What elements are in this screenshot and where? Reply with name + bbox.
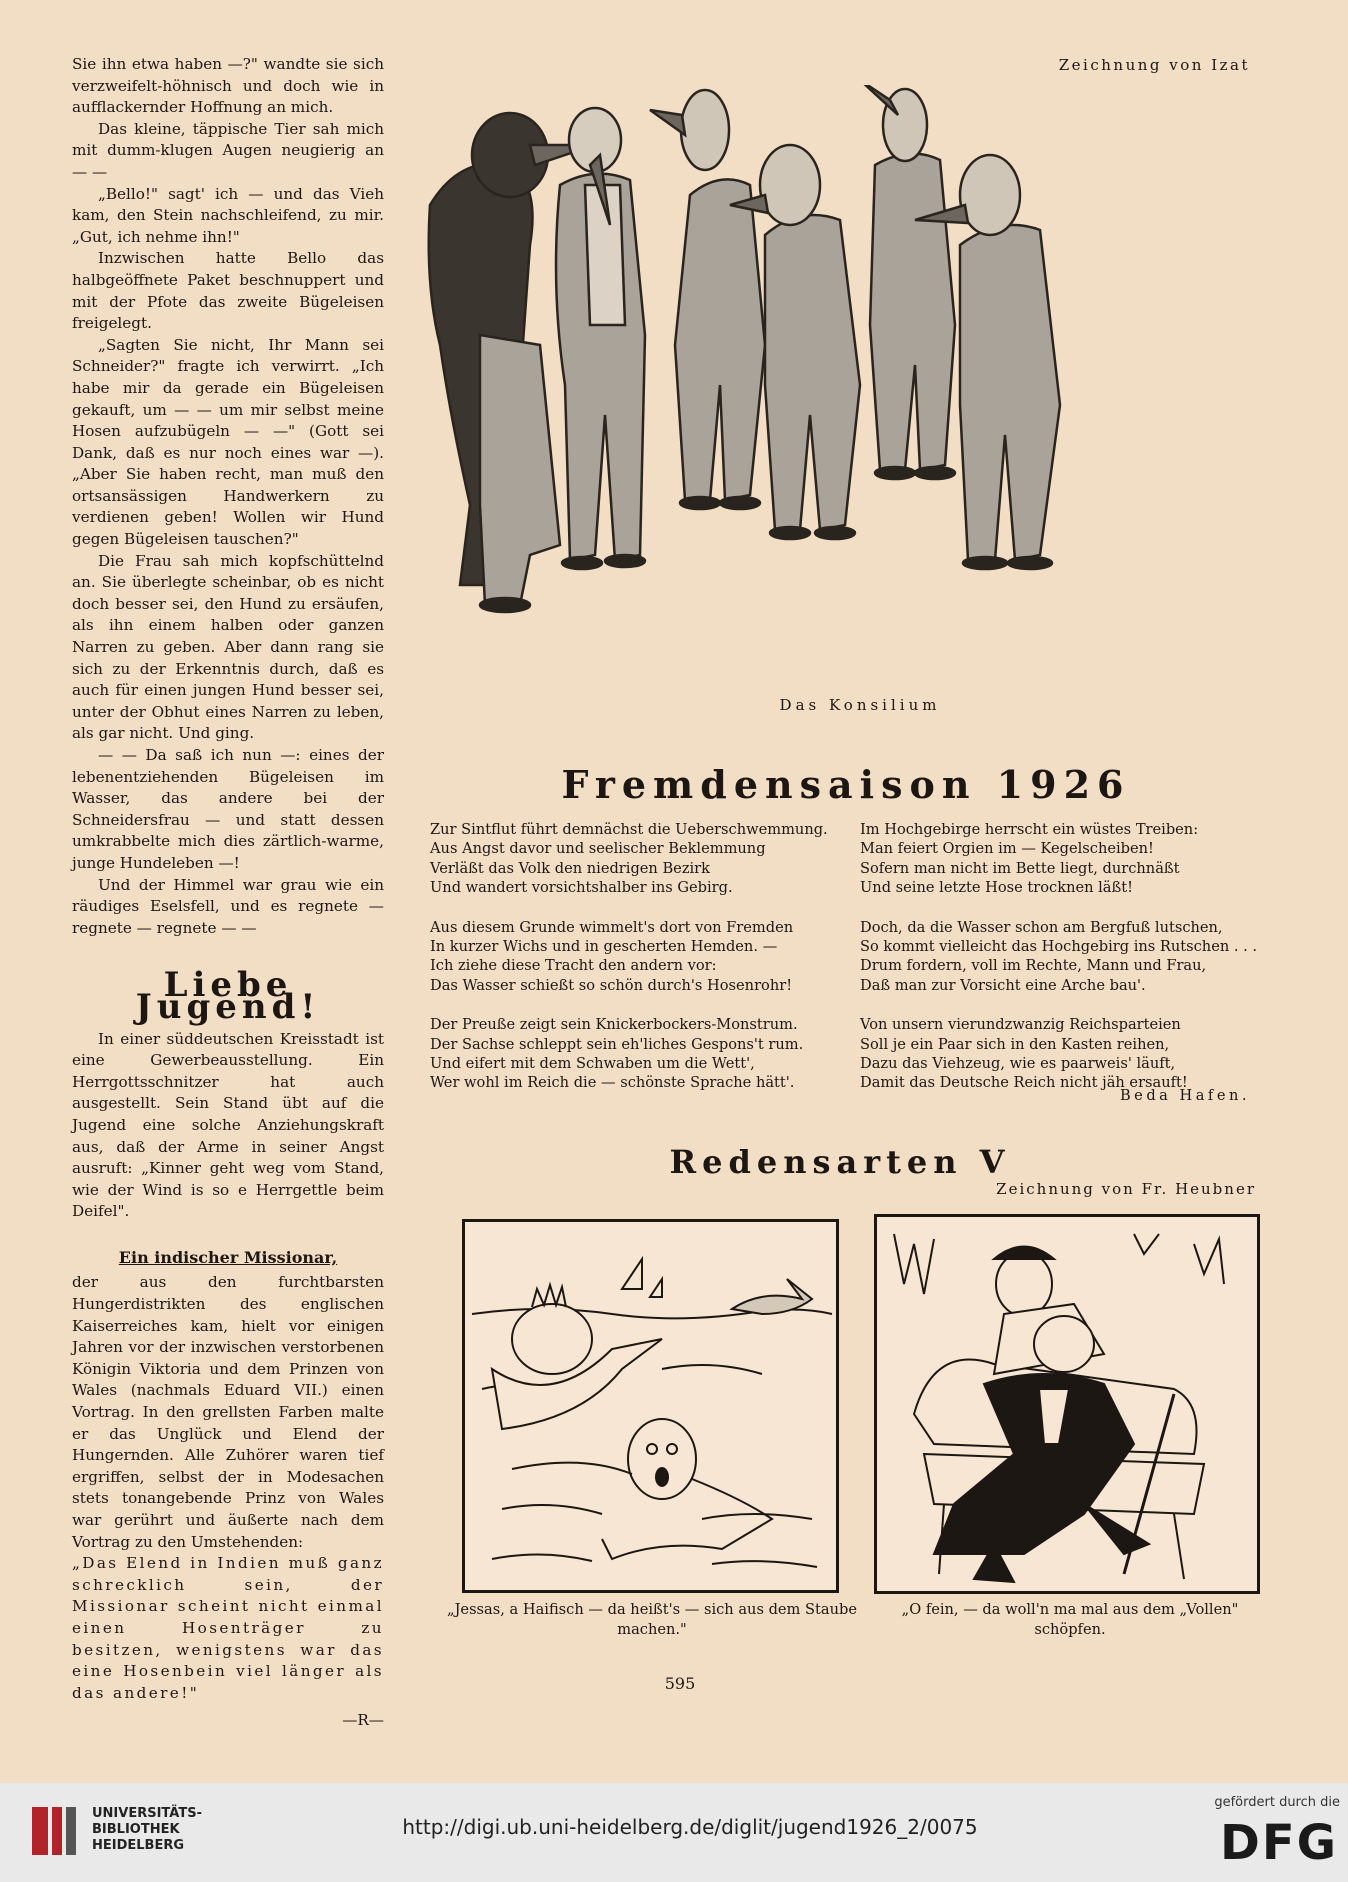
- poem-line: Ich ziehe diese Tracht den andern vor:: [430, 957, 717, 975]
- story-paragraph: „Bello!" sagt' ich — und das Vieh kam, den Stein nachschleifend, zu mir. „Gut, ich nehme ihn!": [72, 184, 384, 246]
- poem-line: Verläßt das Volk den niedrigen Bezirk: [430, 859, 710, 877]
- university-logo-icon[interactable]: [26, 1801, 82, 1861]
- funded-by-text: gefördert durch die: [1214, 1795, 1340, 1810]
- poem-line: Zur Sintflut führt demnächst die Ueberschwemmung.: [430, 821, 828, 838]
- story-paragraph: — — Da saß ich nun —: eines der lebenentziehenden Bügeleisen im Wasser, das andere bei der Schneidersfrau — und statt dessen umkrabbelte mich dies zärtlich-warme, junge Hundeleben —!: [72, 746, 384, 872]
- poem-signature: Beda Hafen.: [1119, 1087, 1250, 1104]
- story-paragraph: Die Frau sah mich kopfschüttelnd an. Sie überlegte scheinbar, ob es nicht doch besser sei, den Hund zu ersäufen, als ihn einem halben oder ganzen Narren zu geben. Aber dann rang sie sich zu der Erkenntnis durch, daß es auch für einen jungen Hund besser sei, unter der Obhut eines Narren zu leben, als gar nicht. Und ging.: [72, 551, 384, 743]
- liebe-jugend-text: In einer süddeutschen Kreisstadt ist eine Gewerbeausstellung. Ein Herrgottsschnitzer hat auch ausgestellt. Sein Stand übt auf die Jugend eine solche Anziehungskraft aus, daß der Arme in seiner Angst ausruft: „Kinner geht weg vom Stand, wie der Wind is so e Herrgettle beim Deifel".: [72, 1029, 384, 1221]
- poem-line: Und wandert vorsichtshalber ins Gebirg.: [430, 879, 733, 897]
- poem-right-column: [860, 820, 1260, 1113]
- footer-bar: [0, 1783, 1348, 1882]
- university-logo-text[interactable]: [92, 1806, 202, 1854]
- poem-line: Im Hochgebirge herrscht ein wüstes Treiben:: [860, 821, 1199, 838]
- poem-left-column: [430, 820, 850, 1113]
- logo-line: UNIVERSITÄTS-: [92, 1806, 202, 1821]
- poem-stanza: [860, 1015, 1260, 1093]
- bird-figure-2: [556, 108, 645, 569]
- poem-line: Und eifert mit dem Schwaben um die Wett',: [430, 1055, 755, 1073]
- missionar-signature: —R—: [342, 1711, 384, 1730]
- poem-line: Von unsern vierundzwanzig Reichsparteien: [860, 1016, 1181, 1034]
- poem-line: Doch, da die Wasser schon am Bergfuß lutschen,: [860, 918, 1223, 936]
- konsilium-illustration: [420, 85, 1260, 670]
- poem-line: Damit das Deutsche Reich nicht jäh ersauft!: [860, 1074, 1188, 1092]
- dfg-logo[interactable]: DFG: [1219, 1815, 1338, 1871]
- missionar-heading: Ein indischer Missionar,: [118, 1247, 338, 1267]
- liebe-jugend-heading: Liebe Jugend!: [135, 965, 321, 1027]
- illustration-caption: Das Konsilium: [779, 696, 941, 714]
- left-text-column: [72, 54, 384, 1732]
- cartoon-caption-left: „Jessas, a Haifisch — da heißt's — sich aus dem Staube machen.": [447, 1601, 857, 1638]
- poem-stanza: [430, 820, 850, 898]
- story-paragraph: Und der Himmel war grau wie ein räudiges Eselsfell, und es regnete — regnete — regnete — —: [72, 875, 384, 937]
- poem-line: Aus Angst davor und seelischer Beklemmung: [430, 840, 766, 858]
- story-paragraph: Inzwischen hatte Bello das halbgeöffnete Paket beschnuppert und mit der Pfote das zweite Bügeleisen freigelegt.: [72, 249, 384, 333]
- poem-line: Drum fordern, voll im Rechte, Mann und Frau,: [860, 957, 1207, 975]
- poem-line: Und seine letzte Hose trocknen läßt!: [860, 879, 1133, 897]
- story-paragraph: „Sagten Sie nicht, Ihr Mann sei Schneider?" fragte ich verwirrt. „Ich habe mir da gerade ein Bügeleisen gekauft, um — — um mir selbst meine Hosen aufzubügeln — —" (Gott sei Dank, daß es nur noch eines war —). „Aber Sie haben recht, man muß den ortsansässigen Handwerkern zu verdienen geben! Wollen wir Hund gegen Bügeleisen tauschen?": [72, 335, 384, 549]
- poem-line: So kommt vielleicht das Hochgebirg ins Rutschen . . .: [860, 938, 1258, 956]
- poem-line: Der Preuße zeigt sein Knickerbockers-Monstrum.: [430, 1016, 798, 1034]
- poem-line: Dazu das Viehzeug, wie es paarweis' läuft,: [860, 1055, 1176, 1073]
- bird-figure-5: [860, 85, 955, 479]
- poem-title: Fremdensaison 1926: [561, 762, 1131, 807]
- poem-stanza: [860, 918, 1260, 996]
- redensarten-credit: Zeichnung von Fr. Heubner: [996, 1180, 1256, 1198]
- shark-cartoon: [462, 1219, 839, 1593]
- missionar-text: der aus den furchtbarsten Hungerdistrikten des englischen Kaiserreiches kam, hielt vor einigen Jahren vor der inzwischen verstorbenen Königin Viktoria und dem Prinzen von Wales (nachmals Eduard VII.) einen Vortrag. In den grellsten Farben malte er das Unglück und Elend der Hungernden. Alle Zuhörer waren tief ergriffen, selbst der in Modesachen stets tonangebende Prinz von Wales war gerührt und äußerte nach dem Vortrag zu den Umstehenden:: [72, 1273, 384, 1551]
- poem-line: In kurzer Wichs und in gescherten Hemden. —: [430, 938, 778, 956]
- poem-line: Aus diesem Grunde wimmelt's dort von Fremden: [430, 918, 794, 936]
- page-number: 595: [664, 1674, 696, 1693]
- poem-line: Der Sachse schleppt sein eh'liches Gespons't rum.: [430, 1035, 804, 1053]
- redensarten-title: Redensarten V: [669, 1143, 1011, 1181]
- missionar-quote: „Das Elend in Indien muß ganz schrecklich sein, der Missionar scheint nicht einmal einen Hosenträger zu besitzen, wenigstens war das eine Hosenbein viel länger als das andere!": [72, 1554, 384, 1702]
- poem-line: Wer wohl im Reich die — schönste Sprache hätt'.: [430, 1074, 795, 1092]
- poem-stanza: [430, 1015, 850, 1093]
- story-paragraph: Das kleine, täppische Tier sah mich mit dumm-klugen Augen neugierig an — —: [72, 119, 384, 181]
- poem-stanza: [860, 820, 1260, 898]
- permalink-url[interactable]: http://digi.ub.uni-heidelberg.de/diglit/jugend1926_2/0075: [402, 1815, 978, 1839]
- story-paragraph: Sie ihn etwa haben —?" wandte sie sich verzweifelt-höhnisch und doch wie in aufflackernder Hoffnung an mich.: [72, 55, 384, 117]
- poem-line: Das Wasser schießt so schön durch's Hosenrohr!: [430, 976, 793, 994]
- bird-figure-3: [650, 90, 765, 509]
- logo-line: HEIDELBERG: [92, 1838, 185, 1853]
- illustration-credit: Zeichnung von Izat: [1058, 56, 1250, 74]
- poem-stanza: [430, 918, 850, 996]
- logo-line: BIBLIOTHEK: [92, 1822, 180, 1837]
- poem-line: Soll je ein Paar sich in den Kasten reihen,: [860, 1035, 1170, 1053]
- poem-line: Sofern man nicht im Bette liegt, durchnäßt: [860, 859, 1180, 877]
- poem-line: Daß man zur Vorsicht eine Arche bau'.: [860, 976, 1146, 994]
- bench-cartoon: [874, 1214, 1260, 1594]
- poem-line: Man feiert Orgien im — Kegelscheiben!: [860, 840, 1154, 858]
- cartoon-caption-right: „O fein, — da woll'n ma mal aus dem „Vollen" schöpfen.: [901, 1601, 1239, 1638]
